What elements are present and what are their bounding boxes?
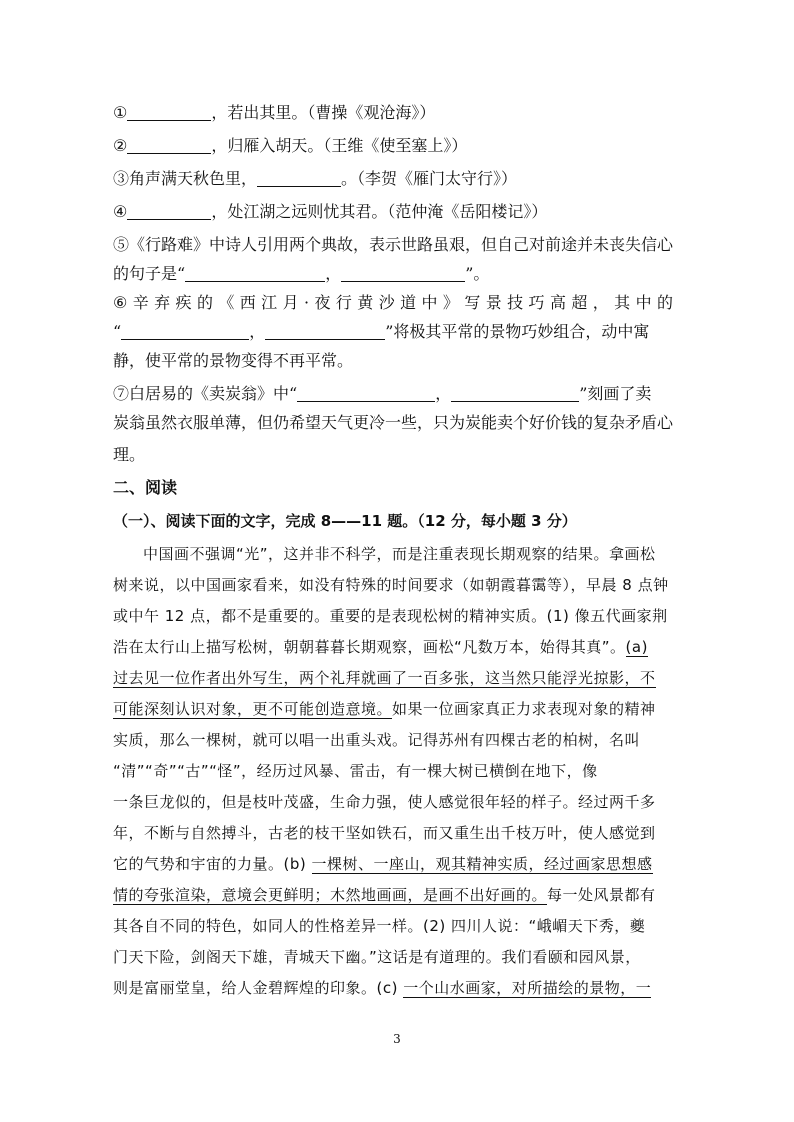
question-3	[113, 169, 517, 189]
answer-blank[interactable]	[341, 265, 465, 282]
passage-text: 则是富丽堂皇，给人金碧辉煌的印象。(c)	[113, 979, 404, 997]
char: 高	[549, 293, 566, 312]
char: 》	[442, 293, 459, 312]
char: 月	[282, 293, 299, 312]
char: 疾	[175, 293, 192, 312]
char: 写	[464, 293, 481, 312]
q2-prefix: ②	[113, 136, 128, 155]
underlined-marker-a: (a)	[625, 638, 648, 656]
q3-prefix: ③角声满天秋色里，	[113, 169, 258, 188]
q6-prefix: “	[113, 322, 122, 341]
char: 景	[485, 293, 502, 312]
question-7-line-3: 理。	[113, 445, 146, 464]
q2-text: ，归雁入胡天。（王维《使至塞上》）	[211, 136, 468, 155]
char: 的	[656, 293, 673, 312]
answer-blank[interactable]	[185, 265, 325, 282]
answer-blank[interactable]	[127, 104, 211, 121]
char: 中	[635, 293, 652, 312]
q6-comma: ，	[249, 322, 266, 341]
underlined-sentence-a: 可能深刻认识对象，更不可能创造意境。	[113, 700, 393, 718]
passage-line	[113, 668, 656, 688]
char: 夜	[314, 293, 331, 312]
passage-line	[113, 699, 656, 719]
char: 技	[507, 293, 524, 312]
answer-blank[interactable]	[451, 385, 579, 402]
char: 沙	[378, 293, 395, 312]
question-5-line-2	[113, 264, 489, 284]
char: 江	[261, 293, 278, 312]
q6-end: ”将极其平常的景物巧妙组合，动中寓	[385, 322, 650, 341]
char: 西	[239, 293, 256, 312]
passage-line	[113, 978, 651, 998]
q5-prefix: 的句子是“	[113, 264, 186, 283]
q5-comma: ，	[325, 264, 342, 283]
passage-line: 一条巨龙似的，但是枝叶茂盛，生命力强，使人感觉很年轻的样子。经过两千多	[113, 793, 656, 811]
q1-prefix: ①	[113, 103, 128, 122]
question-1	[113, 103, 435, 123]
underlined-sentence-b: 情的夸张渲染，意境会更鲜明；木然地画画，是画不出好画的。	[113, 886, 548, 904]
char: 超	[571, 293, 588, 312]
passage-line: “清”“奇”“古”“怪”，经历过风暴、雷击，有一棵大树已横倒在地下，像	[113, 762, 598, 780]
q7-end: ”刻画了卖	[579, 384, 652, 403]
char: ，	[592, 293, 609, 312]
passage-line	[113, 854, 653, 874]
q4-prefix: ④	[113, 202, 128, 221]
char: 黄	[357, 293, 374, 312]
passage-text: 浩在太行山上描写松树，朝朝暮暮长期观察，画松“凡数万本，始得其真”。	[113, 638, 626, 656]
passage-line	[113, 637, 648, 657]
underlined-sentence-a: 过去见一位作者出外写生，两个礼拜就画了一百多张，这当然只能浮光掠影，不	[113, 669, 656, 687]
q3-text: 。（李贺《雁门太守行》）	[341, 169, 518, 188]
char: 辛	[132, 293, 149, 312]
answer-blank[interactable]	[127, 137, 211, 154]
question-6-line-1	[113, 293, 673, 313]
passage-text: 每一处风景都有	[547, 886, 656, 904]
q5-end: ”。	[465, 264, 490, 283]
char: 其	[614, 293, 631, 312]
q7-comma: ，	[435, 384, 452, 403]
answer-blank[interactable]	[127, 203, 211, 220]
passage-line: 实质，那么一棵树，就可以唱一出重头戏。记得苏州有四棵古老的柏树，名叫	[113, 731, 641, 749]
page-number: 3	[393, 1032, 401, 1046]
passage-line: 中国画不强调“光”，这并非不科学，而是注重表现长期观察的结果。拿画松	[143, 545, 656, 563]
passage-line	[113, 885, 656, 905]
question-7-line-1	[113, 384, 651, 404]
underlined-sentence-c: 一个山水画家，对所描绘的景物，一	[403, 979, 652, 997]
char: 《	[218, 293, 235, 312]
passage-text: 它的气势和宇宙的力量。(b)	[113, 855, 312, 873]
char: ·	[303, 293, 310, 312]
answer-blank[interactable]	[265, 323, 385, 340]
char: 道	[400, 293, 417, 312]
question-4	[113, 202, 547, 222]
char: 的	[196, 293, 213, 312]
passage-line: 门天下险，剑阁天下雄，青城天下幽。”这话是有道理的。我们看颐和园风景，	[113, 948, 641, 966]
passage-line: 或中午 12 点，都不是重要的。重要的是表现松树的精神实质。(1) 像五代画家荆	[113, 607, 668, 625]
char: 巧	[528, 293, 545, 312]
answer-blank[interactable]	[297, 385, 435, 402]
q4-text: ，处江湖之远则忧其君。（范仲淹《岳阳楼记》）	[211, 202, 548, 221]
question-2	[113, 136, 467, 156]
underlined-sentence-b: 一棵树、一座山，观其精神实质，经过画家思想感	[311, 855, 653, 873]
answer-blank[interactable]	[121, 323, 249, 340]
answer-blank[interactable]	[257, 170, 341, 187]
section-subtitle: （一）、阅读下面的文字，完成 8——11 题。（12 分，每小题 3 分）	[113, 512, 577, 530]
char: 中	[421, 293, 438, 312]
question-7-line-2: 炭翁虽然衣服单薄，但仍希望天气更冷一些，只为炭能卖个好价钱的复杂矛盾心	[113, 413, 674, 432]
passage-text: 如果一位画家真正力求表现对象的精神	[392, 700, 656, 718]
passage-line: 年，不断与自然搏斗，古老的枝干坚如铁石，而又重生出千枝万叶，使人感觉到	[113, 824, 656, 842]
char: 行	[335, 293, 352, 312]
question-5-line-1: ⑤《行路难》中诗人引用两个典故，表示世路虽艰，但自己对前途并未丧失信心	[113, 235, 674, 254]
q7-prefix: ⑦白居易的《卖炭翁》中“	[113, 384, 298, 403]
char: ⑥	[113, 293, 128, 312]
section-title: 二、阅读	[113, 478, 178, 497]
char: 弃	[154, 293, 171, 312]
passage-line: 树来说，以中国画家看来，如没有特殊的时间要求（如朝霞暮霭等），早晨 8 点钟	[113, 576, 669, 594]
question-6-line-2	[113, 322, 649, 342]
question-6-line-3: 静，使平常的景物变得不再平常。	[113, 351, 354, 370]
passage-line: 其各自不同的特色，如同人的性格差异一样。(2) 四川人说：“峨嵋天下秀，夔	[113, 917, 646, 935]
q1-text: ，若出其里。（曹操《观沧海》）	[211, 103, 436, 122]
